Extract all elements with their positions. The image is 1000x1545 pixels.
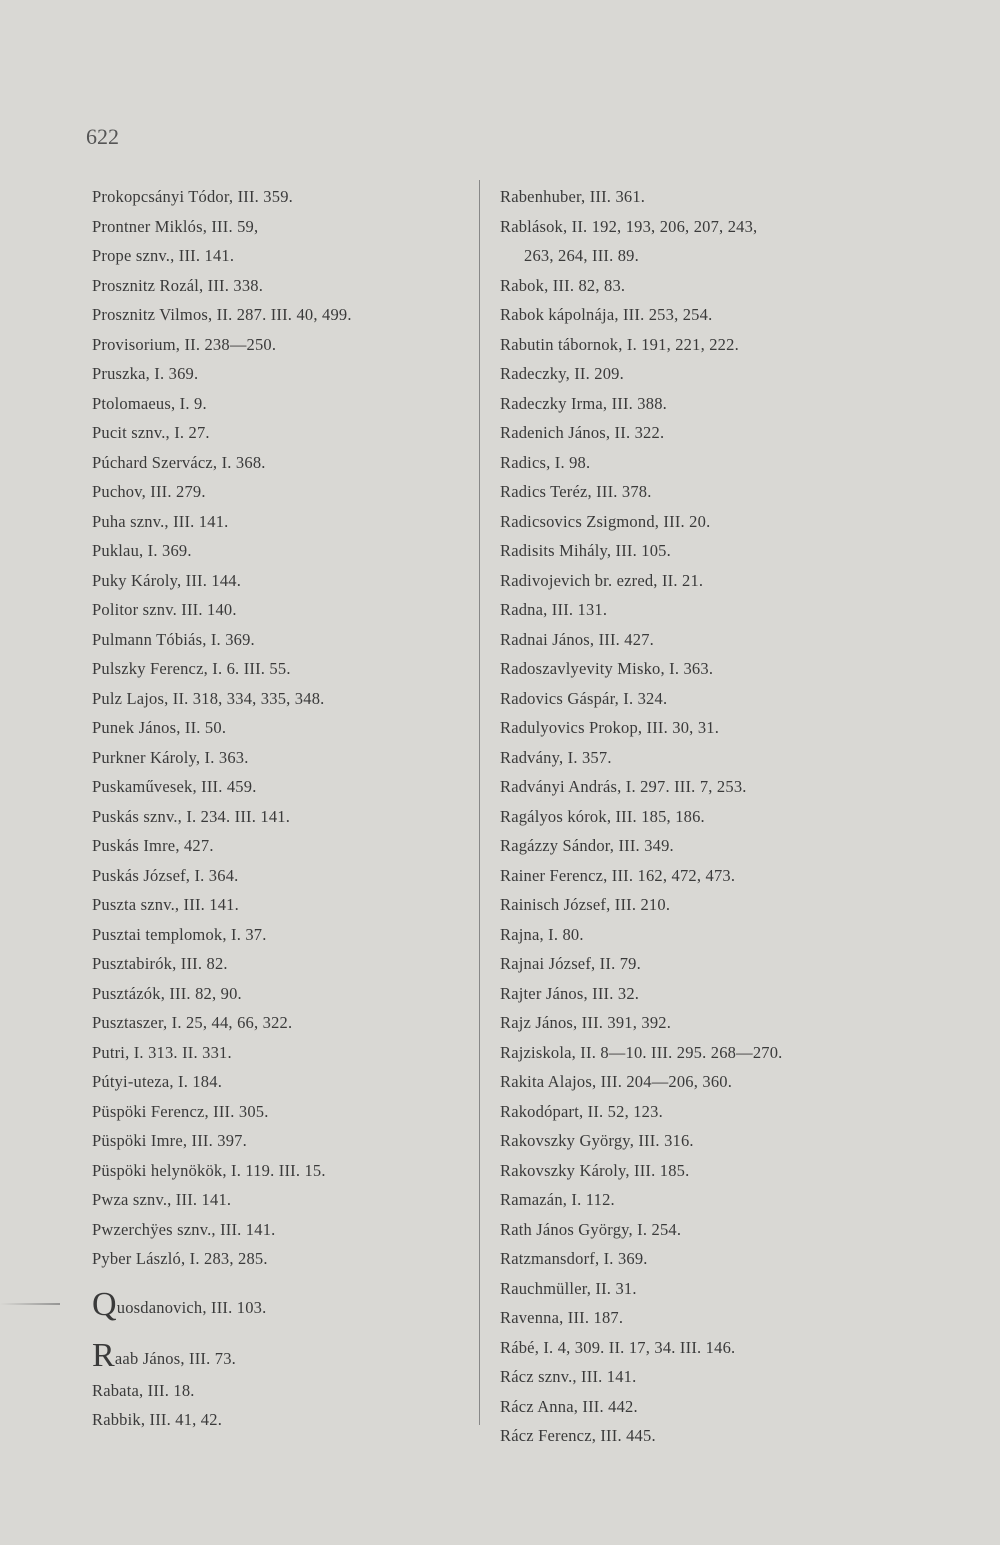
index-entry: Rabata, III. 18. xyxy=(92,1380,195,1400)
page-edge-mark xyxy=(0,1303,60,1305)
index-entry: Rabok kápolnája, III. 253, 254. xyxy=(500,305,713,324)
index-entry: Rajna, I. 80. xyxy=(500,924,584,944)
index-entry: Rajz János, III. 391, 392. xyxy=(500,1013,672,1032)
index-entry: Pruszka, I. 369. xyxy=(92,364,199,383)
index-entry: Püspöki Imre, III. 397. xyxy=(92,1131,247,1150)
page-number: 622 xyxy=(86,124,119,149)
index-entry: Ramazán, I. 112. xyxy=(500,1190,615,1209)
index-entry: Rajziskola, II. 8—10. III. 295. 268—270. xyxy=(500,1042,783,1062)
index-entry: Pulmann Tóbiás, I. 369. xyxy=(92,629,255,649)
index-entry: Pútyi-uteza, I. 184. xyxy=(92,1072,223,1091)
index-entry: Rakovszky Károly, III. 185. xyxy=(500,1160,690,1180)
index-entry: Radványi András, I. 297. III. 7, 253. xyxy=(500,777,747,796)
index-entry: Prope sznv., III. 141. xyxy=(92,246,235,265)
index-entry: Puchov, III. 279. xyxy=(92,482,206,501)
index-entry: Radics, I. 98. xyxy=(500,452,591,472)
index-entry: Rajter János, III. 32. xyxy=(500,983,640,1003)
index-entry: Rabenhuber, III. 361. xyxy=(500,187,646,206)
index-entry-text: aab János, III. 73. xyxy=(114,1348,236,1368)
index-entry: Prosznitz Vilmos, II. 287. III. 40, 499. xyxy=(92,305,352,324)
index-entry: Ptolomaeus, I. 9. xyxy=(92,393,207,413)
index-entry: Rainisch József, III. 210. xyxy=(500,895,671,914)
index-entry: Puklau, I. 369. xyxy=(92,541,192,560)
index-entry: Ragázzy Sándor, III. 349. xyxy=(500,836,674,855)
index-entry: Ragályos kórok, III. 185, 186. xyxy=(500,806,705,826)
index-entry: Puha sznv., III. 141. xyxy=(92,511,229,531)
index-entry: Rauchmüller, II. 31. xyxy=(500,1278,637,1298)
index-entry: Provisorium, II. 238—250. xyxy=(92,334,277,354)
index-entry: Rabutin tábornok, I. 191, 221, 222. xyxy=(500,334,739,354)
index-entry: Radisits Mihály, III. 105. xyxy=(500,541,671,560)
index-entry: Pusztabirók, III. 82. xyxy=(92,954,228,973)
index-entry: Pusztaszer, I. 25, 44, 66, 322. xyxy=(92,1013,293,1032)
index-entry: Politor sznv. III. 140. xyxy=(92,600,237,619)
index-entry: Püspöki helynökök, I. 119. III. 15. xyxy=(92,1160,326,1180)
index-entry: Pulszky Ferencz, I. 6. III. 55. xyxy=(92,659,291,678)
index-entry: Radvány, I. 357. xyxy=(500,747,612,767)
index-entry: Radicsovics Zsigmond, III. 20. xyxy=(500,511,711,531)
index-entry: Prontner Miklós, III. 59, xyxy=(92,216,259,236)
index-entry: Prosznitz Rozál, III. 338. xyxy=(92,275,264,295)
index-entry: Radna, III. 131. xyxy=(500,600,608,619)
index-entry-text: uosdanovich, III. 103. xyxy=(116,1297,267,1317)
index-entry: Rabbik, III. 41, 42. xyxy=(92,1410,223,1429)
index-entry: Rabok, III. 82, 83. xyxy=(500,275,626,295)
index-entry: Pyber László, I. 283, 285. xyxy=(92,1249,268,1268)
index-entry: 263, 264, III. 89. xyxy=(524,246,639,265)
index-entry: Pwzerchÿes sznv., III. 141. xyxy=(92,1219,276,1239)
index-entry: Rainer Ferencz, III. 162, 472, 473. xyxy=(500,865,736,885)
index-entry: Pwza sznv., III. 141. xyxy=(92,1190,232,1209)
index-entry: Rácz Ferencz, III. 445. xyxy=(500,1426,656,1445)
index-entry: Rábé, I. 4, 309. II. 17, 34. III. 146. xyxy=(500,1337,736,1357)
index-entry xyxy=(92,1285,462,1325)
index-entry: Radeczky Irma, III. 388. xyxy=(500,393,667,413)
index-entry: Puskás Imre, 427. xyxy=(92,836,214,855)
index-entry: Rácz sznv., III. 141. xyxy=(500,1367,637,1386)
index-entry: Püspöki Ferencz, III. 305. xyxy=(92,1101,269,1121)
index-entry: Púchard Szervácz, I. 368. xyxy=(92,452,266,472)
index-entry: Rakovszky György, III. 316. xyxy=(500,1131,694,1150)
section-initial: R xyxy=(92,1336,115,1374)
index-entry: Rath János György, I. 254. xyxy=(500,1219,682,1239)
index-entry: Puskás sznv., I. 234. III. 141. xyxy=(92,806,291,826)
index-entry: Punek János, II. 50. xyxy=(92,718,227,737)
index-entry: Pulz Lajos, II. 318, 334, 335, 348. xyxy=(92,688,325,708)
index-entry: Rablások, II. 192, 193, 206, 207, 243, xyxy=(500,216,758,236)
section-initial: Q xyxy=(92,1285,117,1323)
index-entry: Ratzmansdorf, I. 369. xyxy=(500,1249,648,1268)
index-entry: Puky Károly, III. 144. xyxy=(92,570,242,590)
index-entry: Rajnai József, II. 79. xyxy=(500,954,641,973)
index-entry: Radnai János, III. 427. xyxy=(500,629,654,649)
index-entry: Radivojevich br. ezred, II. 21. xyxy=(500,570,704,590)
index-entry: Prokopcsányi Tódor, III. 359. xyxy=(92,187,293,206)
index-entry: Puskás József, I. 364. xyxy=(92,865,239,885)
index-entry: Radeczky, II. 209. xyxy=(500,364,624,383)
index-entry: Pucit sznv., I. 27. xyxy=(92,423,210,442)
index-entry xyxy=(92,1336,462,1376)
index-entry: Putri, I. 313. II. 331. xyxy=(92,1042,232,1062)
index-entry: Rácz Anna, III. 442. xyxy=(500,1396,638,1416)
index-entry: Radics Teréz, III. 378. xyxy=(500,482,652,501)
index-entry: Pusztai templomok, I. 37. xyxy=(92,924,267,944)
index-entry: Radovics Gáspár, I. 324. xyxy=(500,688,668,708)
index-entry: Radoszavlyevity Misko, I. 363. xyxy=(500,659,714,678)
index-entry: Rakodópart, II. 52, 123. xyxy=(500,1101,663,1121)
index-entry: Puszta sznv., III. 141. xyxy=(92,895,239,914)
index-column-left xyxy=(92,182,462,1435)
index-entry: Purkner Károly, I. 363. xyxy=(92,747,249,767)
index-column-right xyxy=(500,182,900,1451)
index-entry: Pusztázók, III. 82, 90. xyxy=(92,983,242,1003)
index-entry: Radenich János, II. 322. xyxy=(500,423,665,442)
column-divider xyxy=(479,180,480,1425)
index-entry: Rakita Alajos, III. 204—206, 360. xyxy=(500,1072,733,1091)
index-entry: Ravenna, III. 187. xyxy=(500,1308,624,1327)
index-entry: Puskaművesek, III. 459. xyxy=(92,777,257,796)
index-entry: Radulyovics Prokop, III. 30, 31. xyxy=(500,718,720,737)
